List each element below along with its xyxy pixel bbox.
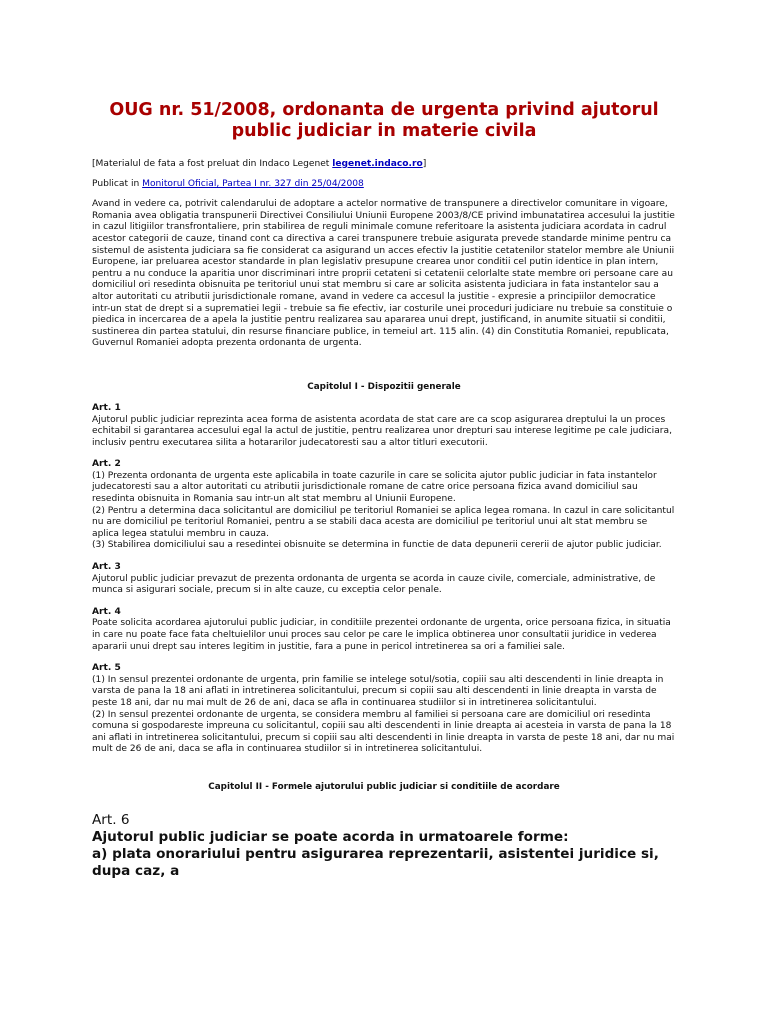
article-1	[92, 403, 676, 449]
article-paragraph: (2) Pentru a determina daca solicitantul are domiciliul pe teritoriul Romaniei se aplica legea romana. In cazul in care solicitantul nu are domiciliul pe teritoriul Romaniei, pentru a se stabili daca acesta are domiciliul pe teritoriul unui alt stat membru se aplica legea statului membru in cauza.	[92, 505, 675, 539]
article-heading: Art. 2	[92, 459, 121, 470]
publication-note	[92, 179, 676, 191]
article-paragraph: (1) Prezenta ordonanta de urgenta este aplicabila in toate cazurile in care se solicita ajutor public judiciar in fata instantelor judecatoresti sau a altor autoritati cu atributii jurisdictionale romane de catre orice persoana fizica avand domiciliul sau resedinta obisnuita in Romania sau intr-un alt stat membru al Uniunii Europene.	[92, 470, 657, 505]
article-heading: Art. 3	[92, 562, 121, 573]
article-paragraph: (1) In sensul prezentei ordonante de urgenta, prin familie se intelege sotul/sotia, copiii sau alti descendenti in linie dreapta in varsta de pana la 18 ani aflati in intretinerea solicitantului, precum si copiii sau alti descendenti in linie dreapta in varsta de peste 18 ani, dar nu mai mult de 26 de ani, daca se afla in continuarea studiilor si in intretinerea solicitantului.	[92, 674, 664, 708]
preamble-paragraph: Avand in vedere ca, potrivit calendarului de adoptare a actelor normative de transpunere a directivelor comunitare in vigoare, Romania avea obligatia transpunerii Directivei Consiliului Uniunii Europene 2003/8/CE privind imbunatatirea accesului la justitie in cazul litigiilor transfrontaliere, prin stabilirea de reguli minimale comune referitoare la asistenta judiciara acordata in cadrul acestor categorii de cauze, tinand cont ca directiva a carei transpunere trebuie asigurata prevede standarde minime pentru ca sistemul de asistenta judiciara sa fie considerat ca asigurand un acces efectiv la justitie cetatenilor statelor membre ale Uniunii Europene, iar preluarea acestor standarde in plan legislativ presupune crearea unor conditii cel putin identice in plan intern, pentru a nu conduce la aparitia unor discriminari intre proprii cetateni si cetatenii celorlalte state membre ori persoane care au domiciliul ori resedinta obisnuita pe teritoriul unui stat membru si care ar solicita asistenta judiciara in fata instantelor sau a altor autoritati cu atributii jurisdictionale romane, avand in vedere ca accesul la justitie - expresie a principiilor democratice intr-un stat de drept si a suprematiei legii - trebuie sa fie efectiv, iar costurile unei proceduri judiciare nu trebuie sa constituie o piedica in incercarea de a apela la justitie pentru realizarea sau apararea unui drept, justificand, in anumite situatii si conditii, sustinerea din partea statului, din resurse financiare publice, in temeiul art. 115 alin. (4) din Constitutia Romaniei, republicata, Guvernul Romaniei adopta prezenta ordonanta de urgenta.	[92, 199, 675, 349]
monitorul-oficial-link[interactable]: Monitorul Oficial, Partea I nr. 327 din 25/04/2008	[142, 178, 364, 189]
chapter-2-heading: Capitolul II - Formele ajutorului public judiciar si conditiile de acordare	[208, 781, 560, 792]
article-heading: Art. 1	[92, 402, 121, 413]
article-3	[92, 562, 676, 597]
article-paragraph: (2) In sensul prezentei ordonante de urgenta, se considera membru al familiei si persoana care are domiciliul ori resedinta comuna si gospodareste impreuna cu solicitantul, copiii sau alti descendenti in linie dreapta ai acesteia in varsta de pana la 18 ani aflati in intretinerea solicitantului, precum si copiii sau alti descendenti in linie dreapta in varsta de peste 18 ani, dar nu mai mult de 26 de ani, daca se afla in continuarea studiilor si in intretinerea solicitantului.	[92, 709, 675, 755]
articles-list	[92, 403, 676, 756]
article-text: Ajutorul public judiciar reprezinta acea forma de asistenta acordata de stat care are ca scop asigurarea dreptului la un proces echitabil si garantarea accesului egal la actul de justitie, pentru realizarea unor drepturi sau interese legitime pe cale judiciara, inclusiv pentru executarea silita a hotararilor judecatoresti sau a altor titluri executorii.	[92, 414, 672, 448]
article-6-heading: Art. 6	[92, 811, 130, 828]
publication-prefix: Publicat in	[92, 178, 143, 189]
chapter-1-heading: Capitolul I - Dispozitii generale	[307, 381, 461, 392]
article-6	[92, 812, 676, 880]
article-text: Poate solicita acordarea ajutorului public judiciar, in conditiile prezentei ordonante de urgenta, orice persoana fizica, in situatia in care nu poate face fata cheltuielilor unui proces sau celor pe care le implica obtinerea unor consultatii juridice in vederea apararii unui drept sau interes legitim in justitie, fara a pune in pericol intretinerea sa ori a familiei sale.	[92, 618, 671, 652]
article-2	[92, 459, 676, 552]
article-paragraph: (3) Stabilirea domiciliului sau a resedintei obisnuite se determina in functie de data depunerii cererii de ajutor public judiciar.	[92, 540, 662, 551]
article-4	[92, 607, 676, 653]
source-prefix: [Materialul de fata a fost preluat din Indaco Legenet	[92, 159, 333, 169]
article-5	[92, 663, 676, 756]
document-title: OUG nr. 51/2008, ordonanta de urgenta privind ajutorul public judiciar in materie civila	[109, 100, 659, 141]
article-6-item-a: a) plata onorariului pentru asigurarea reprezentarii, asistentei juridice si, dupa caz, a	[92, 845, 659, 879]
source-suffix: ]	[422, 159, 427, 169]
source-note	[92, 159, 676, 171]
article-6-intro: Ajutorul public judiciar se poate acorda in urmatoarele forme:	[92, 828, 569, 845]
article-text: Ajutorul public judiciar prevazut de prezenta ordonanta de urgenta se acorda in cauze civile, comerciale, administrative, de munca si asigurari sociale, precum si in alte cauze, cu exceptia celor penale.	[92, 573, 656, 596]
legenet-link[interactable]: legenet.indaco.ro	[332, 159, 423, 169]
article-heading: Art. 4	[92, 606, 121, 617]
article-heading: Art. 5	[92, 663, 121, 674]
